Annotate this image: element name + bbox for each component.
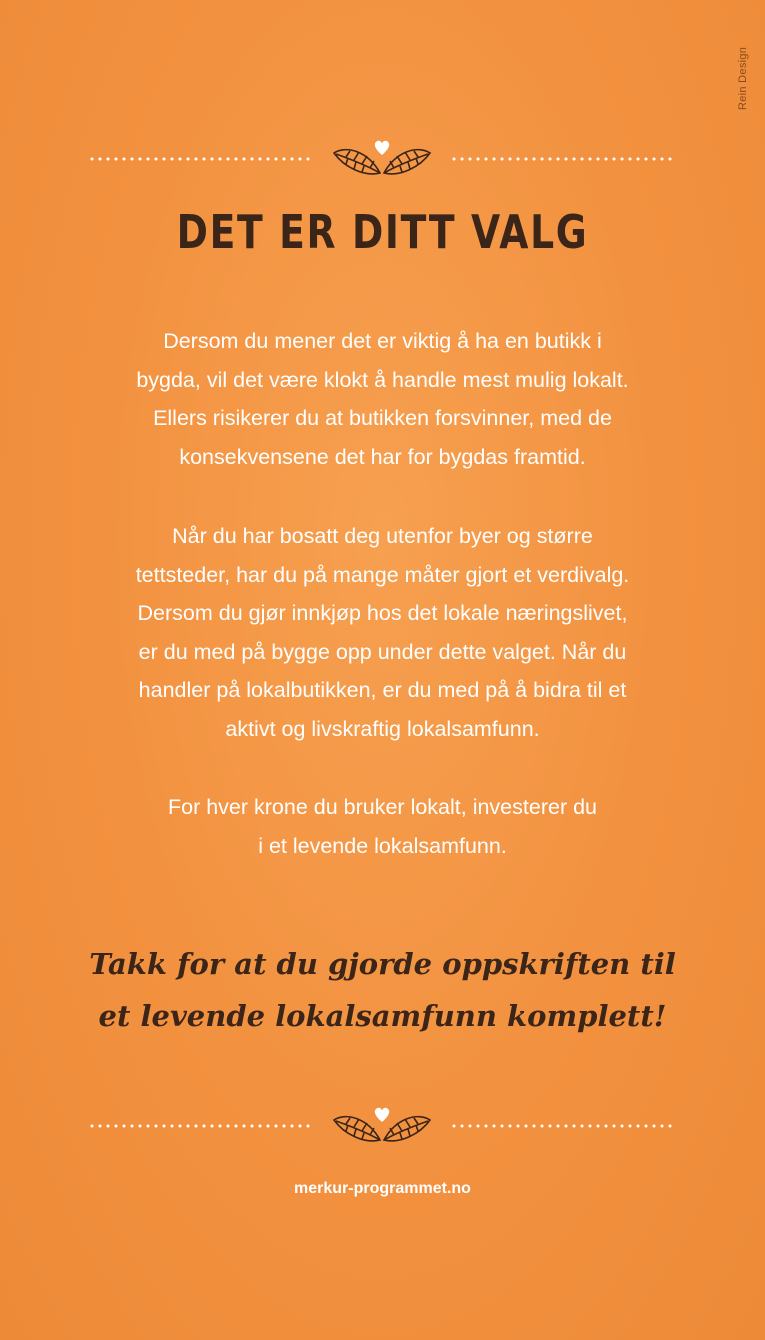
dotted-line-left [88, 157, 313, 161]
leaves-heart-icon [332, 1100, 432, 1150]
paragraph-line: Når du har bosatt deg utenfor byer og større [172, 524, 593, 548]
leaves-heart-icon [332, 133, 432, 183]
top-divider [80, 133, 685, 183]
paragraph-line: er du med på bygge opp under dette valget. Når du [138, 639, 627, 664]
dotted-line-right [450, 157, 675, 161]
designer-credit: Rein Design [737, 46, 749, 110]
paragraph-1 [60, 322, 705, 476]
closing-message [0, 938, 765, 1042]
paragraph-line: konsekvensene det har for bygdas framtid. [179, 444, 586, 469]
paragraph-line: i et levende lokalsamfunn. [258, 833, 507, 858]
paragraph-line: Ellers risikerer du at butikken forsvinner, med de [153, 406, 612, 430]
paragraph-line: For hver krone du bruker lokalt, investerer du [167, 795, 597, 819]
paragraph-line: aktivt og livskraftig lokalsamfunn. [225, 716, 540, 741]
dotted-line-right [450, 1124, 675, 1128]
paragraph-line: tettsteder, har du på mange måter gjort et verdivalg. [135, 562, 630, 587]
website-url: merkur-programmet.no [294, 1180, 471, 1197]
paragraph-line: bygda, vil det være klokt å handle mest mulig lokalt. [136, 367, 629, 392]
paragraph-3 [60, 788, 705, 865]
paragraph-line: Dersom du mener det er viktig å ha en butikk i [163, 329, 602, 353]
bottom-divider [80, 1100, 685, 1150]
paragraph-line: Dersom du gjør innkjøp hos det lokale næringslivet, [137, 601, 628, 625]
page-title: DET ER DITT VALG [176, 205, 589, 259]
closing-line: Takk for at du gjorde oppskriften til [89, 947, 676, 981]
paragraph-2 [60, 517, 705, 748]
closing-line: et levende lokalsamfunn komplett! [98, 999, 667, 1033]
paragraph-line: handler på lokalbutikken, er du med på å bidra til et [138, 678, 627, 702]
dotted-line-left [88, 1124, 313, 1128]
